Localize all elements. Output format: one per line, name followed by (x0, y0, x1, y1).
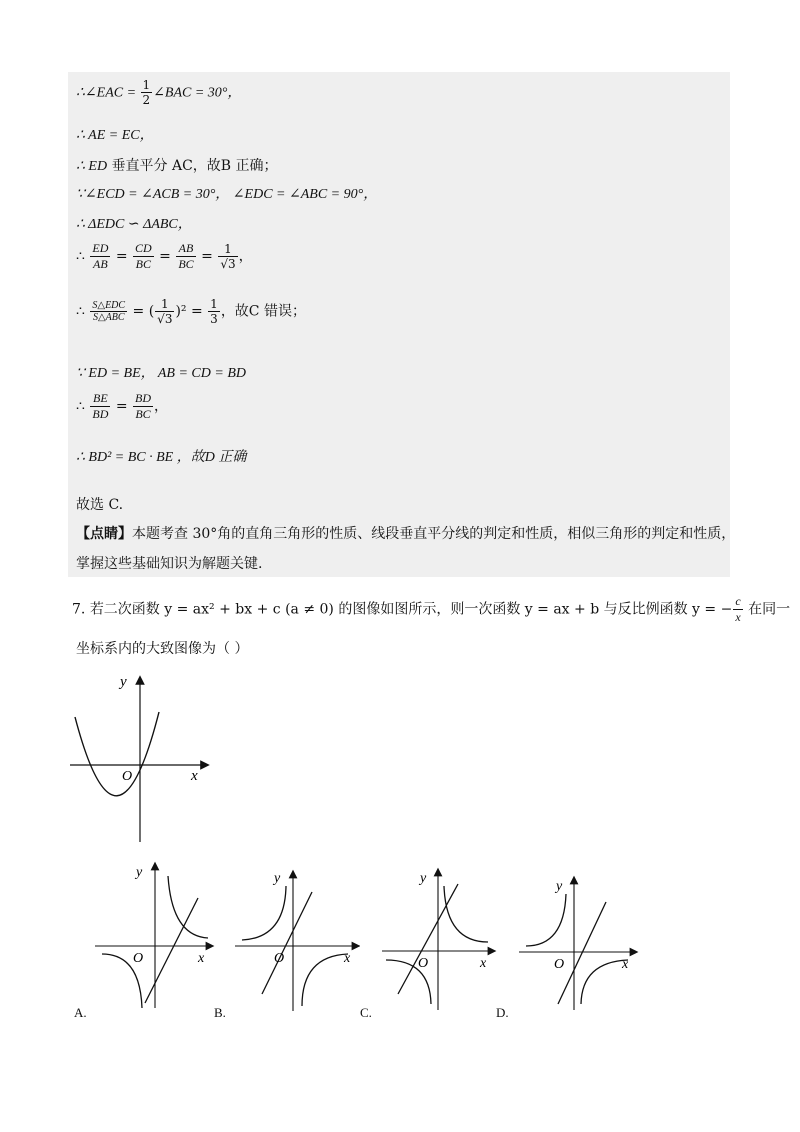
comment-text: 本题考查 30°角的直角三角形的性质、线段垂直平分线的判定和性质，相似三角形的判定和性质， (132, 526, 736, 542)
parabola-curve (75, 712, 159, 796)
fraction (733, 594, 742, 625)
comment-line-1 (76, 523, 735, 543)
line-text: 垂直平分 AC，故B 正确； (107, 158, 278, 174)
fraction-denominator: x (735, 610, 741, 624)
fraction-numerator: CD (135, 241, 152, 255)
fraction (141, 78, 153, 107)
solution-line-10 (76, 446, 246, 466)
fraction (176, 241, 195, 272)
solution-line-6: ∴ $\frac{ED}{AB}$ = $\frac{CD}{BC}$ = $\frac{AB}{BC}$ = $\frac{1}{√3}$ ， (76, 241, 253, 271)
math-text: )² (175, 303, 187, 320)
origin-label: O (122, 769, 133, 784)
fraction-numerator: c (735, 594, 741, 608)
fraction (90, 391, 110, 422)
math-text: ∴ ED (76, 159, 108, 174)
option-c-label[interactable]: C. (360, 1005, 372, 1020)
fraction-numerator: AB (176, 241, 195, 257)
hyperbola-branch (526, 894, 566, 946)
solution-line-5 (76, 213, 192, 233)
origin-label: O (418, 956, 429, 971)
hyperbola-branch (581, 960, 628, 1004)
x-label: x (344, 951, 351, 966)
comment-tag: 【点睛】 (76, 526, 132, 542)
origin-label: O (554, 957, 565, 972)
question-7-line-1 (72, 594, 790, 625)
fraction-denominator: BC (135, 257, 152, 271)
fraction-numerator: 1 (218, 242, 237, 257)
solution-line-3 (76, 155, 278, 175)
fraction-denominator: √3 (220, 257, 236, 271)
y-label: y (556, 879, 563, 894)
option-d-graph (514, 872, 639, 1014)
option-b-graph (230, 866, 360, 1014)
math-text: ∴ AE = EC， (76, 128, 154, 143)
option-a-label[interactable]: A. (74, 1005, 87, 1020)
fraction-denominator: 2 (142, 93, 151, 107)
fraction-denominator: S△ABC (92, 312, 125, 323)
solution-line-7: ∴ $\frac{\text{S△EDC}}{\text{S△ABC}}$ = ( $\frac{1}{√3}$ )² = $\frac{1}{3}$ ，故C 错误； (76, 297, 306, 326)
fraction-denominator: BC (178, 257, 194, 271)
math-text: ∴ BD² = BC · BE ，故D 正确 (76, 450, 247, 465)
linear-line (262, 892, 312, 994)
question-text: 坐标系内的大致图像为（ ） (76, 641, 249, 657)
option-b-label[interactable]: B. (214, 1005, 226, 1020)
answer-text: 故选 C. (76, 497, 124, 513)
punctuation: ， (154, 398, 169, 415)
math-text: = ( (128, 303, 155, 320)
fraction-numerator: ED (92, 241, 109, 255)
comment-text: 掌握这些基础知识为解题关键. (76, 556, 263, 572)
question-text: 若二次函数 y = ax² + bx + c (a ≠ 0) 的图像如图所示，则一次函数 y = ax + b 与反比例函数 y = − (89, 601, 733, 618)
fraction-numerator: BE (90, 391, 110, 407)
origin-label: O (274, 951, 285, 966)
hyperbola-branch (168, 876, 208, 938)
fraction-denominator: BD (92, 407, 109, 421)
y-label: y (136, 865, 143, 880)
fraction-denominator: AB (93, 257, 108, 271)
x-label: x (198, 951, 205, 966)
therefore-symbol: ∴ (76, 303, 85, 320)
comment-line-2 (76, 553, 262, 573)
question-7-line-2 (76, 638, 248, 658)
fraction (90, 241, 110, 272)
math-text: ∠BAC = 30°， (153, 85, 242, 101)
linear-line (145, 898, 198, 1003)
fraction (155, 297, 174, 326)
y-label: y (120, 674, 127, 690)
fraction-denominator: √3 (157, 312, 173, 326)
fraction (133, 391, 153, 422)
fraction (90, 300, 127, 323)
math-text: ∵∠ECD = ∠ACB = 30°， ∠EDC = ∠ABC = 90°， (76, 187, 378, 202)
solution-line-4 (76, 183, 377, 203)
fraction (133, 241, 154, 272)
option-c-graph (378, 864, 498, 1014)
x-label: x (622, 957, 629, 972)
hyperbola-branch (444, 886, 488, 942)
y-label: y (274, 871, 281, 886)
fraction (218, 242, 237, 271)
question-number: 7. (72, 601, 86, 618)
y-label: y (420, 871, 427, 886)
hyperbola-branch (242, 886, 286, 940)
parabola-graph (65, 672, 215, 852)
solution-line-11 (76, 494, 123, 514)
option-d-label[interactable]: D. (496, 1005, 509, 1020)
linear-line (398, 884, 458, 994)
linear-line (558, 902, 606, 1004)
fraction-numerator: S△EDC (92, 300, 126, 311)
fraction-numerator: 1 (142, 78, 151, 92)
punctuation: ， (238, 248, 253, 265)
therefore-symbol: ∴ (76, 248, 85, 265)
fraction-numerator: BD (135, 391, 152, 405)
line-text: ，故C 错误； (220, 303, 306, 320)
math-text: ∴∠EAC = (76, 85, 140, 101)
solution-line-1 (76, 78, 241, 107)
x-label: x (191, 768, 198, 784)
x-label: x (480, 956, 487, 971)
fraction-denominator: BC (135, 407, 151, 421)
hyperbola-branch (302, 954, 348, 1006)
math-text: ∴ ΔEDC ∽ ΔABC， (76, 217, 192, 232)
therefore-symbol: ∴ (76, 398, 85, 415)
fraction (208, 297, 220, 326)
option-a-graph (90, 858, 215, 1013)
solution-line-9: ∴ $\frac{BE}{BD}$ = $\frac{BD}{BC}$ ， (76, 391, 169, 421)
solution-line-2 (76, 124, 154, 144)
math-text: ∵ ED = BE， AB = CD = BD (76, 366, 246, 381)
fraction-numerator: 1 (155, 297, 174, 312)
solution-line-8 (76, 362, 246, 382)
fraction-denominator: 3 (210, 312, 218, 326)
question-text: 在同一 (743, 601, 791, 618)
fraction-numerator: 1 (210, 297, 218, 311)
origin-label: O (133, 951, 144, 966)
